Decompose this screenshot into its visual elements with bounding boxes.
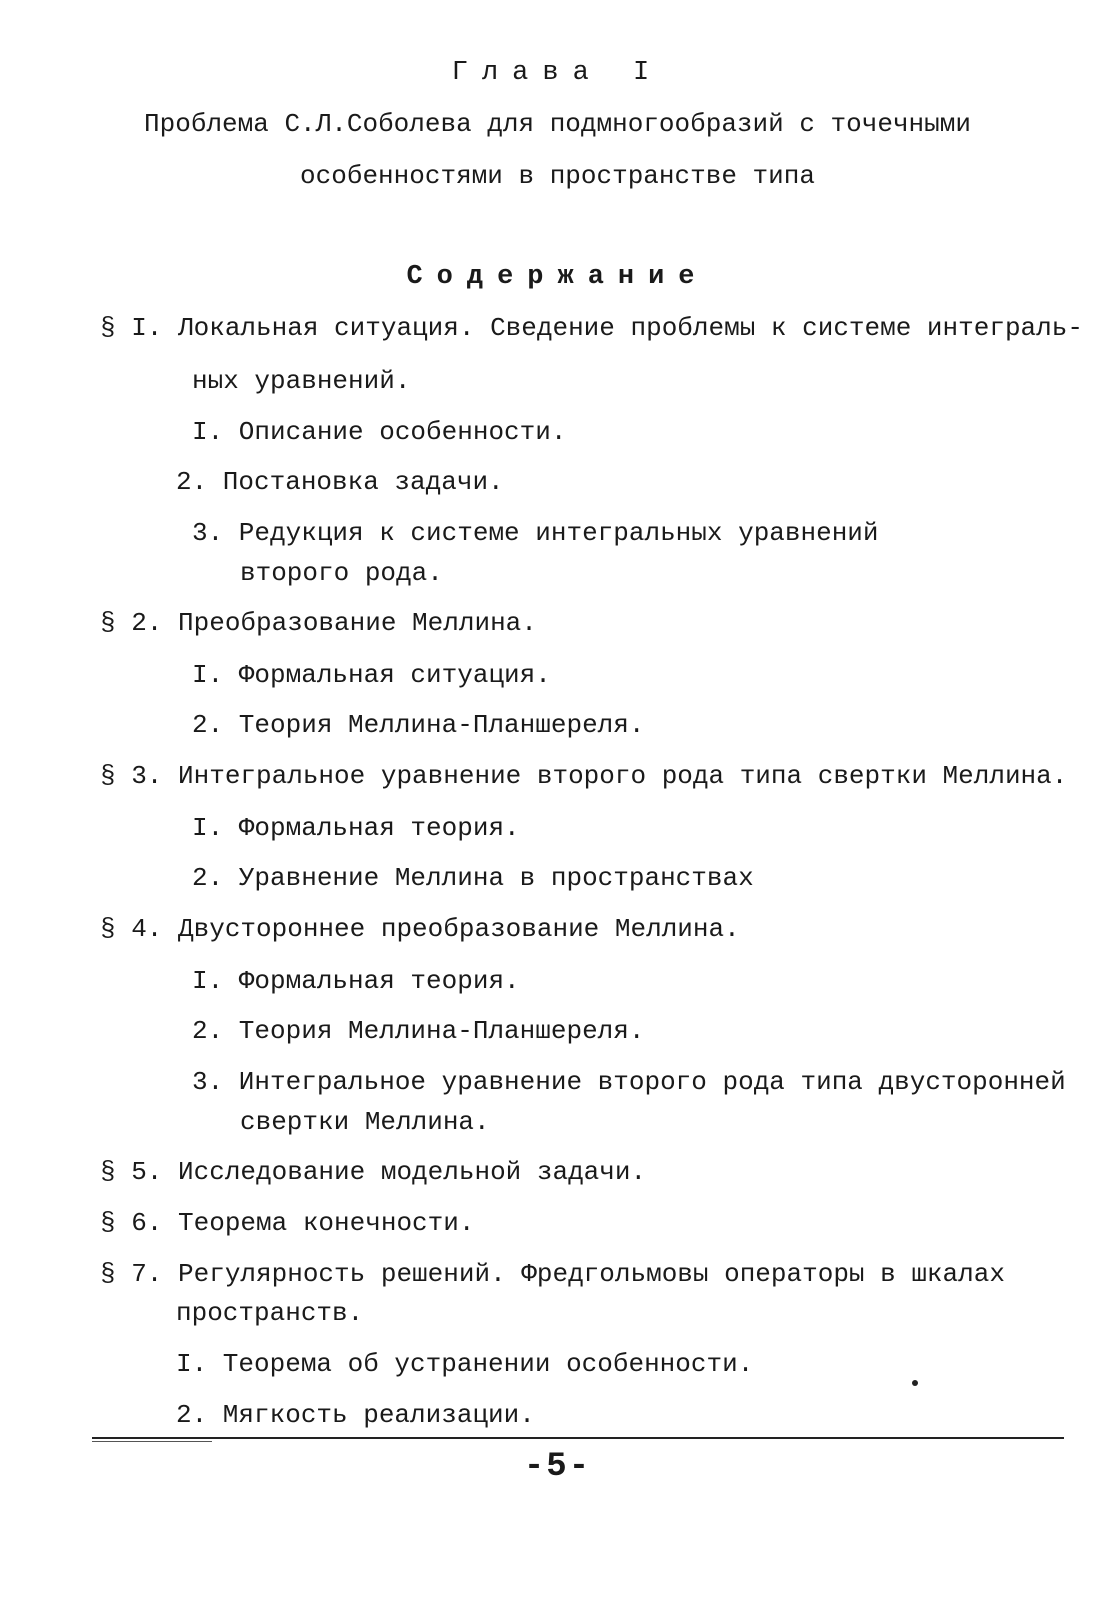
chapter-heading: Глава I <box>451 58 664 88</box>
toc-section-7-cont: пространств. <box>176 1298 364 1328</box>
toc-section-2: § 2. Преобразование Меллина. <box>100 608 537 638</box>
toc-section-6: § 6. Теорема конечности. <box>100 1208 475 1238</box>
toc-item-7-1: I. Теорема об устранении особенности. <box>176 1349 754 1379</box>
toc-section-1: § I. Локальная ситуация. Сведение проблемы к системе интеграль- <box>100 313 1083 343</box>
toc-item-1-2: 2. Постановка задачи. <box>176 467 504 497</box>
toc-item-4-2: 2. Теория Меллина-Планшереля. <box>192 1016 645 1046</box>
toc-item-3-2: 2. Уравнение Меллина в пространствах <box>192 863 754 893</box>
toc-item-4-1: I. Формальная теория. <box>192 966 520 996</box>
toc-item-2-2: 2. Теория Меллина-Планшереля. <box>192 710 645 740</box>
toc-item-4-3: 3. Интегральное уравнение второго рода типа двусторонней <box>192 1067 1066 1097</box>
toc-item-3-1: I. Формальная теория. <box>192 813 520 843</box>
contents-heading: Содержание <box>406 262 709 292</box>
page-number: -5- <box>523 1448 592 1486</box>
toc-item-1-1: I. Описание особенности. <box>192 417 567 447</box>
scan-speck <box>912 1380 918 1386</box>
toc-section-3: § 3. Интегральное уравнение второго рода типа свертки Меллина. <box>100 761 1068 791</box>
toc-item-4-3-cont: свертки Меллина. <box>240 1107 490 1137</box>
toc-section-1-cont: ных уравнений. <box>192 366 411 396</box>
toc-item-1-3-cont: второго рода. <box>240 558 443 588</box>
toc-item-1-3: 3. Редукция к системе интегральных уравнений <box>192 518 879 548</box>
toc-section-7: § 7. Регулярность решений. Фредгольмовы операторы в шкалах <box>100 1259 1005 1289</box>
toc-item-2-1: I. Формальная ситуация. <box>192 660 551 690</box>
toc-section-4: § 4. Двустороннее преобразование Меллина. <box>100 914 740 944</box>
footer-rule <box>92 1437 1064 1439</box>
footer-rule-fragment <box>92 1441 212 1442</box>
toc-section-5: § 5. Исследование модельной задачи. <box>100 1157 647 1187</box>
chapter-title-line-2: особенностями в пространстве типа <box>300 161 815 191</box>
chapter-title-line-1: Проблема С.Л.Соболева для подмногообразий с точечными <box>144 109 971 139</box>
toc-item-7-2: 2. Мягкость реализации. <box>176 1400 535 1430</box>
